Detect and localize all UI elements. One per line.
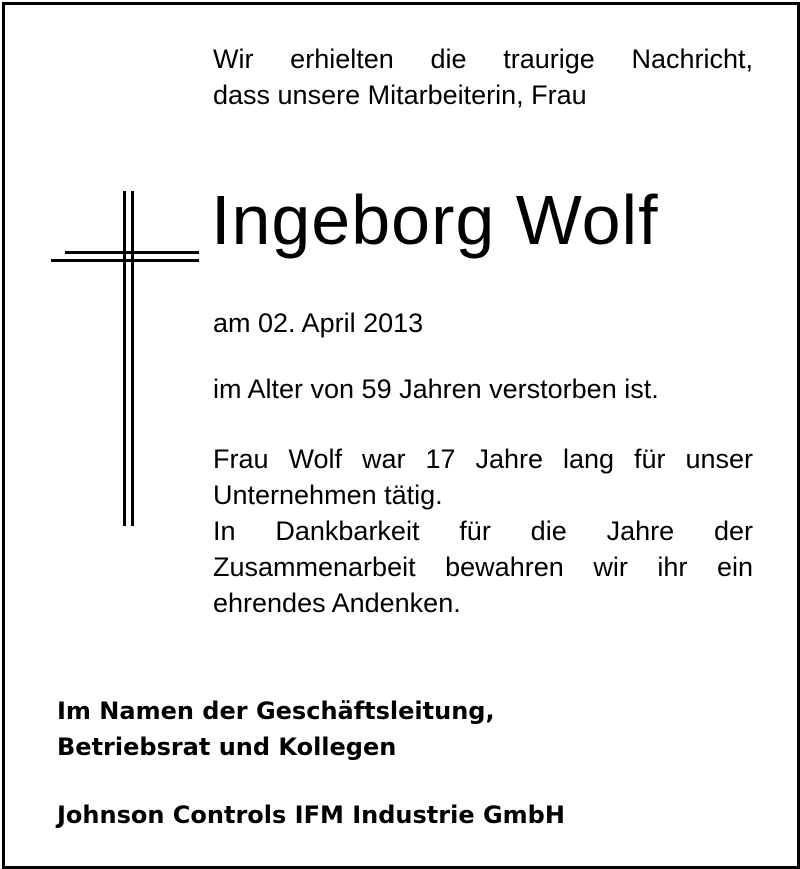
intro-line: dass unsere Mitarbeiterin, Frau bbox=[213, 80, 587, 110]
intro-text bbox=[213, 41, 753, 113]
tribute-text bbox=[213, 441, 753, 621]
signature-block bbox=[57, 693, 495, 765]
age-line: im Alter von 59 Jahren verstorben ist. bbox=[213, 374, 659, 404]
death-date: am 02. April 2013 bbox=[213, 308, 424, 338]
cross-icon bbox=[51, 191, 201, 526]
tribute-line: Frau Wolf war 17 Jahre lang für unser bbox=[213, 444, 753, 474]
tribute-line: Zusammenarbeit bewahren wir ihr ein bbox=[213, 552, 753, 582]
obituary-notice bbox=[2, 2, 800, 869]
company-name: Johnson Controls IFM Industrie GmbH bbox=[57, 801, 565, 829]
tribute-line: Unternehmen tätig. bbox=[213, 480, 443, 510]
signature-line: Im Namen der Geschäftsleitung, bbox=[57, 697, 495, 725]
tribute-line: In Dankbarkeit für die Jahre der bbox=[213, 516, 753, 546]
tribute-line: ehrendes Andenken. bbox=[213, 588, 461, 618]
deceased-name: Ingeborg Wolf bbox=[211, 181, 659, 259]
intro-line: Wir erhielten die traurige Nachricht, bbox=[213, 44, 753, 74]
signature-line: Betriebsrat und Kollegen bbox=[57, 733, 397, 761]
